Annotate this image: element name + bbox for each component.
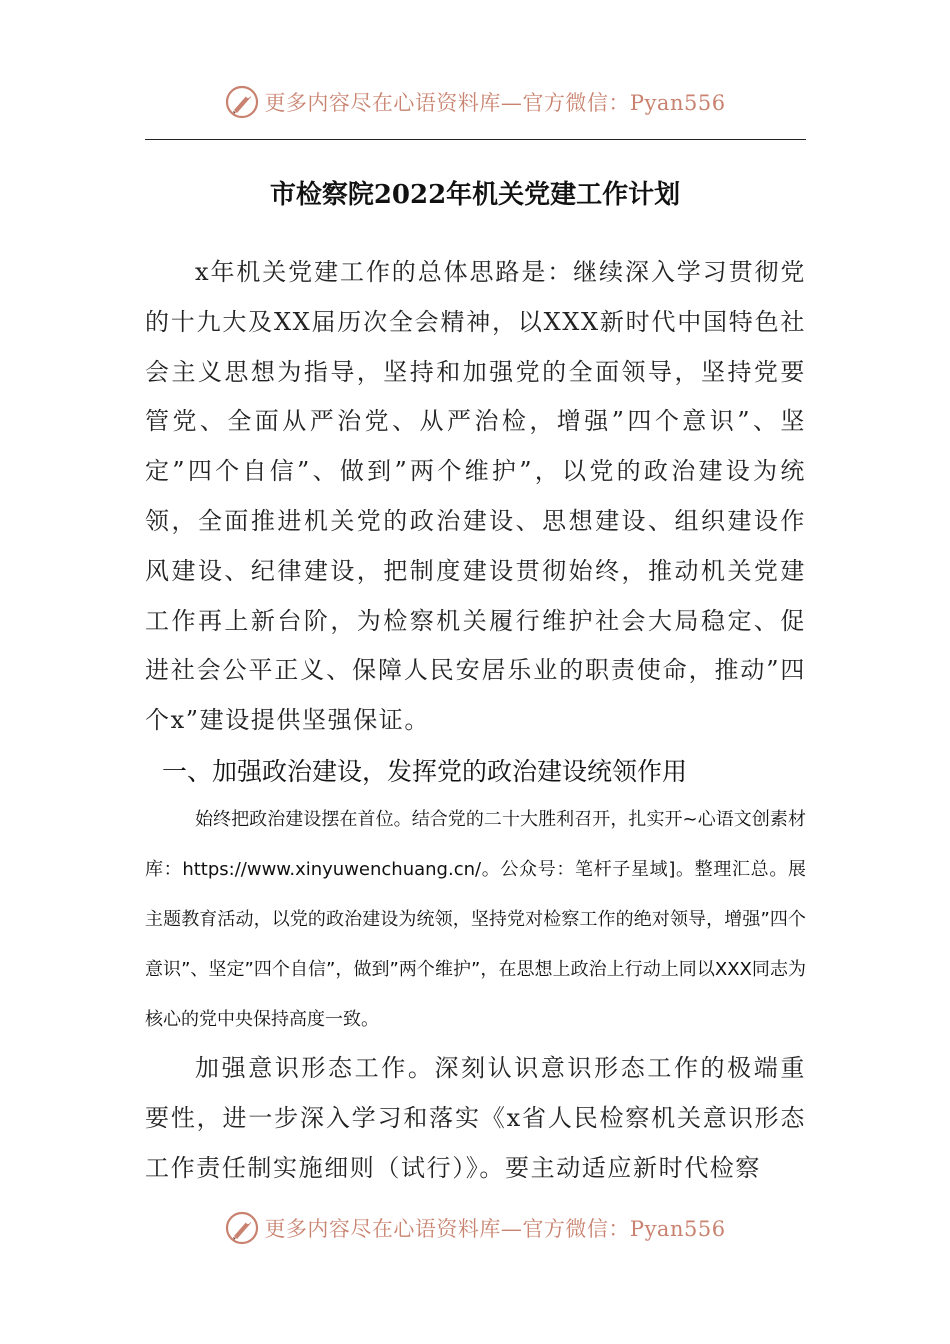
watermark-contact: 官方微信：Pyan556 <box>522 91 726 115</box>
section1-paragraph: 始终把政治建设摆在首位。结合党的二十大胜利召开，扎实开~心语文创素材库：https://www.xinyuwenchuang.cn/。公众号：笔杆子星域]。整理汇总。展主题教育活动，以党的政治建设为统领，坚持党对检察工作的绝对领导，增强”四个意识”、坚定”四个自信”，做到”两个维护”，在思想上政治上行动上同以XXX同志为核心的党中央保持高度一致。 <box>145 809 806 1030</box>
intro-paragraph: x年机关党建工作的总体思路是：继续深入学习贯彻党的十九大及XX届历次全会精神，以XXX新时代中国特色社会主义思想为指导，坚持和加强党的全面领导，坚持党要管党、全面从严治党、从严治检，增强”四个意识”、坚定”四个自信”、做到”两个维护”，以党的政治建设为统领，全面推进机关党的政治建设、思想建设、组织建设作风建设、纪律建设，把制度建设贯彻始终，推动机关党建工作再上新台阶，为检察机关履行维护社会大局稳定、促进社会公平正义、保障人民安居乐业的职责使命，推动”四个x”建设提供坚强保证。 <box>145 258 806 735</box>
footer-watermark <box>0 1208 950 1248</box>
section-heading-1: 一、加强政治建设，发挥党的政治建设统领作用 <box>162 757 688 786</box>
watermark-brand: 更多内容尽在心语资料库— <box>264 1217 523 1241</box>
pen-logo-icon <box>224 84 260 120</box>
section1-paragraph-2: 加强意识形态工作。深刻认识意识形态工作的极端重要性，进一步深入学习和落实《x省人民检察机关意识形态工作责任制实施细则（试行）》。要主动适应新时代检察 <box>145 1054 806 1182</box>
header-divider <box>145 139 806 140</box>
header-watermark <box>0 82 950 122</box>
pen-logo-icon <box>224 1210 260 1246</box>
watermark-contact: 官方微信：Pyan556 <box>522 1217 726 1241</box>
watermark-brand: 更多内容尽在心语资料库— <box>264 91 523 115</box>
document-title: 市检察院2022年机关党建工作计划 <box>269 180 681 210</box>
